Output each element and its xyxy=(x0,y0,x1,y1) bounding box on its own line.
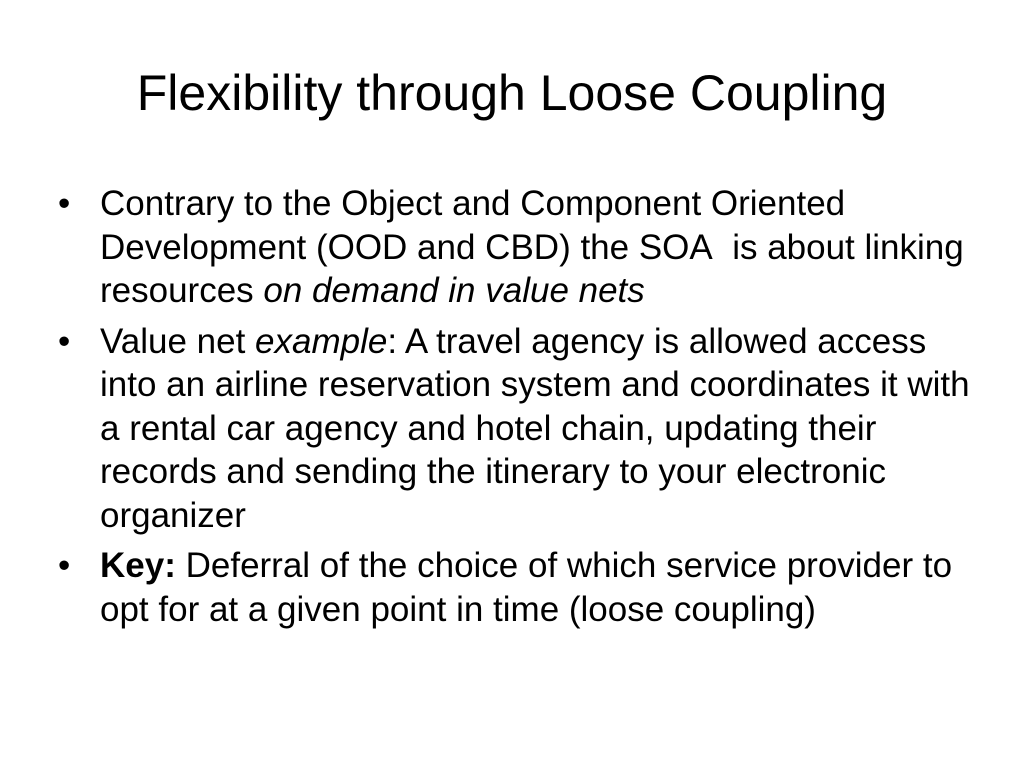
bullet-item-example xyxy=(58,320,978,538)
bullet-marker-icon: • xyxy=(58,546,71,585)
bullet-item-soa xyxy=(58,182,978,313)
bullet-emphasis: example xyxy=(255,321,388,361)
slide-title: Flexibility through Loose Coupling xyxy=(136,65,888,121)
bullet-item-key xyxy=(58,544,978,631)
bullet-text: Contrary to the Object and Component Oriented Development (OOD and CBD) the SOA is about linking resources xyxy=(100,184,964,310)
bullet-text: Value net xyxy=(100,321,256,361)
bullet-key-label: Key: xyxy=(100,546,176,585)
bullet-text: Deferral of the choice of which service provider to opt for at a given point in time (loose coupling) xyxy=(100,546,953,629)
bullet-marker-icon: • xyxy=(58,321,71,361)
bullet-text: : A travel agency is allowed access into an airline reservation system and coordinates it with a rental car agency and hotel chain, updating their records and sending the itinerary to your electronic organizer xyxy=(100,321,970,535)
bullet-marker-icon: • xyxy=(58,184,71,223)
bullet-list xyxy=(58,182,978,638)
bullet-emphasis: on demand in value nets xyxy=(263,271,645,310)
